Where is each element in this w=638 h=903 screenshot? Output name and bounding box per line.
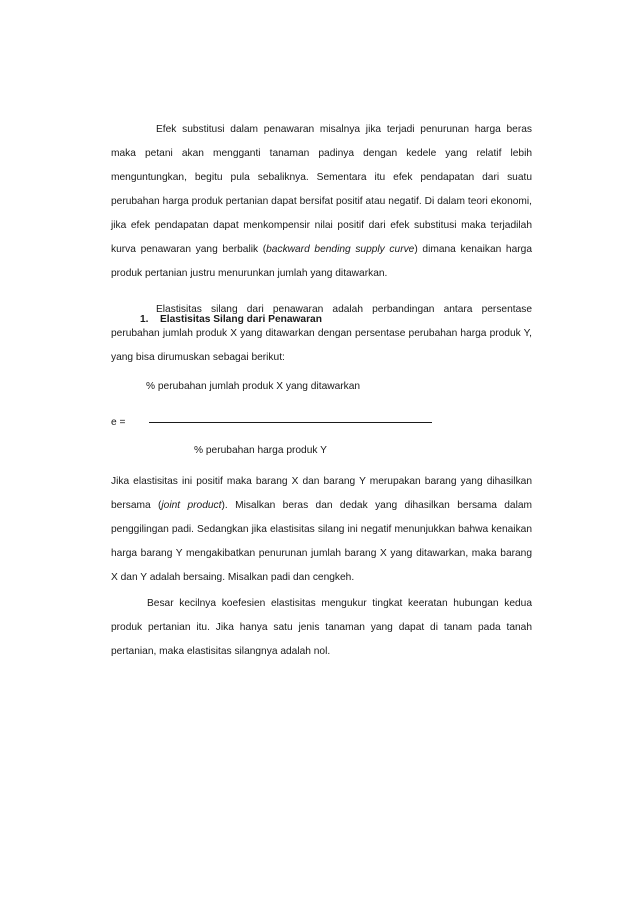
formula-numerator: % perubahan jumlah produk X yang ditawarkan <box>146 381 361 392</box>
paragraph-cross-elasticity-definition <box>111 298 532 370</box>
paragraph-coefficient-size <box>111 592 532 664</box>
paragraph-text-tail: ). Misalkan beras dan dedak yang dihasilkan bersama dalam penggilingan padi. Sedangkan jika elastisitas silang ini negatif menunjukkan bahwa kenaikan harga barang Y mengakibatkan penurunan jumlah barang X yang ditawarkan, maka barang X dan Y adalah bersaing. Misalkan padi dan cengkeh. <box>111 500 533 583</box>
fraction-bar <box>149 422 432 423</box>
heading-number: 1. <box>140 314 149 325</box>
paragraph-text: Elastisitas silang dari penawaran adalah perbandingan antara persentase perubahan jumlah produk X yang ditawarkan dengan persentase perubahan harga produk Y, yang bisa dirumuskan sebagai berikut: <box>111 304 532 363</box>
heading-text: Elastisitas Silang dari Penawaran <box>160 314 322 325</box>
italic-term: backward bending supply curve <box>266 244 415 255</box>
paragraph-text-tail: ) dimana kenaikan harga produk pertanian justru menurunkan jumlah yang ditawarkan. <box>111 244 532 279</box>
italic-term: joint product <box>161 500 222 511</box>
paragraph-text: Efek substitusi dalam penawaran misalnya jika terjadi penurunan harga beras maka petani akan mengganti tanaman padinya dengan kedele yang relatif lebih menguntungkan, begitu pula sebaliknya. Sementara itu efek pendapatan dari suatu perubahan harga produk pertanian dapat bersifat positif atau negatif. Di dalam teori ekonomi, jika efek pendapatan dapat menkompensir nilai positif dari efek substitusi maka terjadilah kurva penawaran yang berbalik ( <box>111 124 532 255</box>
paragraph-text: Besar kecilnya koefesien elastisitas mengukur tingkat keeratan hubungan kedua produk pertanian itu. Jika hanya satu jenis tanaman yang dapat di tanam pada tanah pertanian, maka elastisitas silangnya adalah nol. <box>111 598 532 657</box>
formula-denominator: % perubahan harga produk Y <box>194 445 327 456</box>
paragraph-substitution-effect <box>111 118 532 286</box>
paragraph-text: Jika elastisitas ini positif maka barang X dan barang Y merupakan barang yang dihasilkan bersama ( <box>111 476 532 511</box>
formula-lhs: e = <box>111 417 126 428</box>
paragraph-positive-negative-elasticity <box>111 470 532 590</box>
